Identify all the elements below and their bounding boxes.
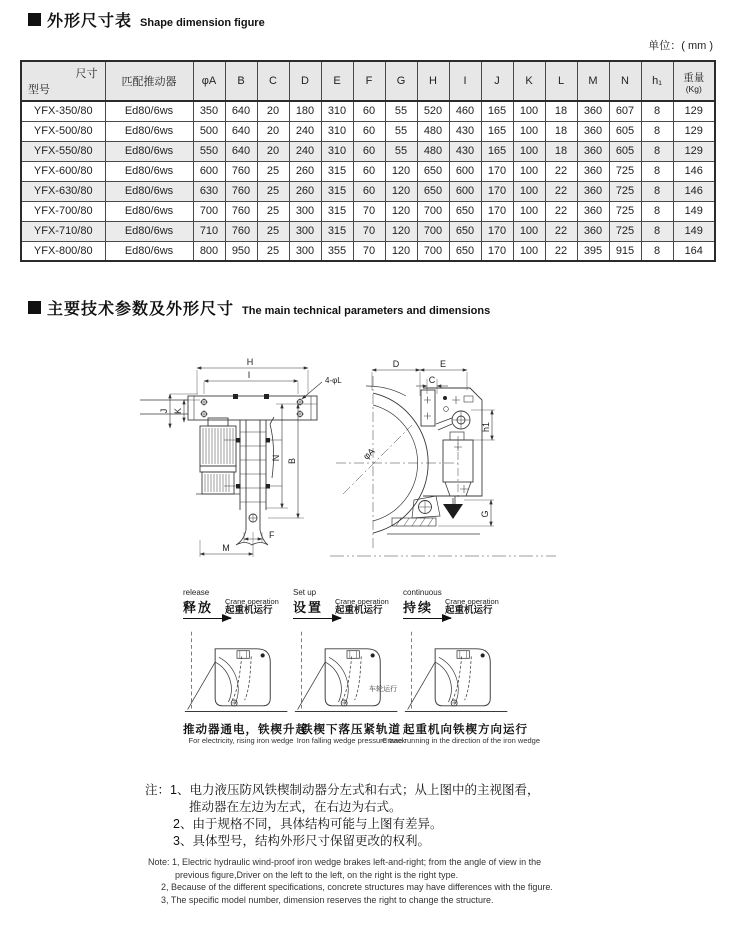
table-row [21, 201, 715, 221]
value-cell: 60 [353, 141, 385, 161]
value-cell: 55 [385, 101, 417, 121]
section-title-zh: 主要技术参数及外形尺寸 [47, 301, 235, 318]
value-cell: 60 [353, 121, 385, 141]
value-cell: 240 [289, 141, 321, 161]
model-cell: YFX-600/80 [21, 161, 105, 181]
model-cell: YFX-630/80 [21, 181, 105, 201]
section-title-en: Shape dimension figure [140, 17, 265, 29]
value-cell: 550 [193, 141, 225, 161]
value-cell: 650 [449, 201, 481, 221]
value-cell: 70 [353, 221, 385, 241]
value-cell: 20 [257, 141, 289, 161]
value-cell: 20 [257, 101, 289, 121]
dim-header: φA [193, 61, 225, 101]
state-label-en: Set up [293, 588, 317, 597]
value-cell: 129 [673, 141, 715, 161]
value-cell: 700 [417, 221, 449, 241]
value-cell: 100 [513, 101, 545, 121]
value-cell: 700 [417, 201, 449, 221]
value-cell: 146 [673, 181, 715, 201]
value-cell: 650 [417, 181, 449, 201]
direction-arrow-icon [403, 618, 451, 619]
note-line: Note: 1, Electric hydraulic wind-proof iron wedge brakes left-and-right; from the angle of view in the [148, 857, 542, 867]
value-cell: 650 [449, 241, 481, 261]
table-row [21, 101, 715, 121]
value-cell: 300 [289, 221, 321, 241]
dim-header: N [609, 61, 641, 101]
dim-header: C [257, 61, 289, 101]
value-cell: 360 [577, 161, 609, 181]
dim-label-I: I [247, 370, 251, 380]
value-cell: 129 [673, 121, 715, 141]
section-title-shape-dimension [28, 8, 265, 31]
value-cell: 100 [513, 161, 545, 181]
value-cell: 310 [321, 121, 353, 141]
value-cell: 480 [417, 141, 449, 161]
value-cell: 100 [513, 121, 545, 141]
note-line: 注：1、电力液压防风铁楔制动器分左式和右式；从上图中的主视图看， [145, 783, 540, 797]
value-cell: 760 [225, 201, 257, 221]
note-line: 3, The specific model number, dimension reserves the right to change the structure. [161, 894, 494, 905]
dim-label-E: E [439, 359, 447, 369]
caption-en: For electricity, rising iron wedge [188, 736, 294, 745]
note-line: 推动器在左边为左式，在右边为右式。 [189, 800, 402, 814]
value-cell: 100 [513, 181, 545, 201]
value-cell: 950 [225, 241, 257, 261]
value-cell: 129 [673, 101, 715, 121]
value-cell: 760 [225, 161, 257, 181]
value-cell: 25 [257, 221, 289, 241]
dim-header: G [385, 61, 417, 101]
value-cell: 25 [257, 181, 289, 201]
value-cell: 640 [225, 101, 257, 121]
value-cell: 607 [609, 101, 641, 121]
dim-label-K: K [173, 407, 183, 415]
notes-chinese [145, 782, 539, 850]
value-cell: 315 [321, 181, 353, 201]
value-cell: 120 [385, 241, 417, 261]
model-cell: YFX-700/80 [21, 201, 105, 221]
actuator-cell: Ed80/6ws [105, 201, 193, 221]
dim-label-D: D [392, 359, 400, 369]
caption-en: Crane running in the direction of the iron wedge [381, 736, 541, 745]
value-cell: 360 [577, 141, 609, 161]
value-cell: 25 [257, 201, 289, 221]
section-title-en: The main technical parameters and dimensions [242, 305, 491, 317]
value-cell: 640 [225, 141, 257, 161]
value-cell: 8 [641, 201, 673, 221]
value-cell: 146 [673, 161, 715, 181]
value-cell: 8 [641, 241, 673, 261]
value-cell: 500 [193, 121, 225, 141]
value-cell: 605 [609, 141, 641, 161]
actuator-cell: Ed80/6ws [105, 141, 193, 161]
value-cell: 240 [289, 121, 321, 141]
value-cell: 164 [673, 241, 715, 261]
state-label-en: release [183, 588, 210, 597]
value-cell: 600 [449, 181, 481, 201]
dim-label-G: G [480, 510, 490, 518]
caption-zh: 铁楔下落压紧轨道 [301, 724, 401, 736]
value-cell: 760 [225, 181, 257, 201]
dim-label-h1: h1 [481, 421, 491, 433]
value-cell: 310 [321, 101, 353, 121]
state-label-en: continuous [403, 588, 442, 597]
sequence-diagram-continuous [369, 588, 541, 756]
value-cell: 430 [449, 121, 481, 141]
value-cell: 120 [385, 161, 417, 181]
value-cell: 70 [353, 241, 385, 261]
table-row [21, 161, 715, 181]
wedge-brake-sketch [403, 626, 511, 721]
dim-label-J: J [159, 408, 169, 414]
dim-label-M: M [222, 543, 230, 553]
left-side-view [140, 394, 317, 545]
state-label-zh: 释放 [183, 600, 214, 615]
actuator-cell: Ed80/6ws [105, 121, 193, 141]
value-cell: 18 [545, 121, 577, 141]
direction-arrow-icon [183, 618, 231, 619]
value-cell: 710 [193, 221, 225, 241]
black-square-icon [28, 13, 41, 26]
value-cell: 725 [609, 161, 641, 181]
value-cell: 915 [609, 241, 641, 261]
note-line: 2, Because of the different specifications, concrete structures may have differences with the figure. [161, 882, 553, 892]
wedge-brake-sketch [293, 626, 401, 721]
value-cell: 8 [641, 221, 673, 241]
value-cell: 100 [513, 221, 545, 241]
dim-header: L [545, 61, 577, 101]
value-cell: 120 [385, 201, 417, 221]
value-cell: 360 [577, 181, 609, 201]
unit-label: 单位：( mm ) [648, 40, 713, 52]
right-view-labels [361, 359, 491, 518]
value-cell: 700 [193, 201, 225, 221]
actuator-cell: Ed80/6ws [105, 241, 193, 261]
table-row [21, 221, 715, 241]
dim-header: J [481, 61, 513, 101]
dim-header: H [417, 61, 449, 101]
state-label-zh: 设置 [293, 600, 324, 615]
dim-header: h₁ [641, 61, 673, 101]
state-label-zh: 持续 [403, 600, 434, 615]
model-cell: YFX-550/80 [21, 141, 105, 161]
value-cell: 315 [321, 221, 353, 241]
value-cell: 300 [289, 201, 321, 221]
dim-label-F: F [269, 530, 275, 540]
value-cell: 480 [417, 121, 449, 141]
value-cell: 170 [481, 161, 513, 181]
crane-operation-label: Crane operation 起重机运行 [335, 597, 389, 616]
value-cell: 8 [641, 161, 673, 181]
table-header-row [21, 61, 715, 101]
section-title-zh: 外形尺寸表 [47, 13, 133, 30]
wedge-brake-sketch [183, 626, 291, 721]
value-cell: 360 [577, 121, 609, 141]
dim-header: I [449, 61, 481, 101]
right-view-dimension-lines [372, 370, 495, 526]
value-cell: 355 [321, 241, 353, 261]
dimension-figure-drawing [140, 348, 560, 586]
value-cell: 22 [545, 221, 577, 241]
dim-label-phiA: φA [361, 446, 377, 462]
value-cell: 640 [225, 121, 257, 141]
corner-bottom-label: 型号 [28, 84, 50, 96]
note-line: 3、具体型号，结构外形尺寸保留更改的权利。 [173, 834, 430, 848]
actuator-header: 匹配推动器 [105, 61, 193, 101]
black-square-icon [28, 301, 41, 314]
dim-label-holes: 4-φL [325, 376, 342, 385]
value-cell: 25 [257, 161, 289, 181]
value-cell: 260 [289, 181, 321, 201]
value-cell: 100 [513, 241, 545, 261]
weight-header: 重量 (Kg) [673, 61, 715, 101]
value-cell: 725 [609, 201, 641, 221]
value-cell: 170 [481, 201, 513, 221]
dim-header: B [225, 61, 257, 101]
notes-english [148, 856, 553, 906]
crane-operation-label: Crane operation 起重机运行 [445, 597, 499, 616]
value-cell: 149 [673, 221, 715, 241]
value-cell: 170 [481, 181, 513, 201]
value-cell: 300 [289, 241, 321, 261]
value-cell: 18 [545, 101, 577, 121]
value-cell: 760 [225, 221, 257, 241]
dim-label-B: B [287, 457, 297, 465]
table-row [21, 141, 715, 161]
value-cell: 8 [641, 181, 673, 201]
corner-top-label: 尺寸 [75, 68, 98, 80]
value-cell: 315 [321, 161, 353, 181]
value-cell: 170 [481, 241, 513, 261]
value-cell: 8 [641, 141, 673, 161]
value-cell: 60 [353, 161, 385, 181]
value-cell: 8 [641, 101, 673, 121]
value-cell: 165 [481, 141, 513, 161]
crane-operation-label: Crane operation 起重机运行 [225, 597, 279, 616]
value-cell: 149 [673, 201, 715, 221]
value-cell: 395 [577, 241, 609, 261]
value-cell: 520 [417, 101, 449, 121]
note-line: 2、由于规格不同，具体结构可能与上图有差异。 [173, 817, 443, 831]
value-cell: 630 [193, 181, 225, 201]
dim-header: F [353, 61, 385, 101]
value-cell: 650 [417, 161, 449, 181]
actuator-cell: Ed80/6ws [105, 161, 193, 181]
note-line: previous figure,Driver on the left to the left, on the right is the right type. [175, 869, 459, 880]
model-cell: YFX-710/80 [21, 221, 105, 241]
value-cell: 55 [385, 121, 417, 141]
model-cell: YFX-800/80 [21, 241, 105, 261]
dim-label-N: N [271, 454, 281, 462]
value-cell: 18 [545, 141, 577, 161]
value-cell: 600 [193, 161, 225, 181]
value-cell: 22 [545, 161, 577, 181]
value-cell: 360 [577, 101, 609, 121]
value-cell: 360 [577, 201, 609, 221]
value-cell: 310 [321, 141, 353, 161]
wheel-running-label: 车轮运行 [369, 686, 397, 693]
value-cell: 180 [289, 101, 321, 121]
value-cell: 700 [417, 241, 449, 261]
caption-zh: 起重机向铁楔方向运行 [403, 724, 528, 736]
actuator-cell: Ed80/6ws [105, 101, 193, 121]
sequence-diagram-setup [293, 588, 409, 756]
value-cell: 650 [449, 221, 481, 241]
dim-label-C: C [428, 375, 436, 385]
value-cell: 20 [257, 121, 289, 141]
value-cell: 60 [353, 181, 385, 201]
value-cell: 60 [353, 101, 385, 121]
value-cell: 350 [193, 101, 225, 121]
shape-dimension-table [20, 60, 716, 262]
value-cell: 70 [353, 201, 385, 221]
value-cell: 120 [385, 181, 417, 201]
value-cell: 100 [513, 141, 545, 161]
value-cell: 165 [481, 101, 513, 121]
table-body [21, 101, 715, 261]
left-view-labels [159, 357, 342, 553]
dim-header: D [289, 61, 321, 101]
value-cell: 605 [609, 121, 641, 141]
value-cell: 460 [449, 101, 481, 121]
value-cell: 22 [545, 201, 577, 221]
value-cell: 8 [641, 121, 673, 141]
model-cell: YFX-500/80 [21, 121, 105, 141]
value-cell: 600 [449, 161, 481, 181]
value-cell: 100 [513, 201, 545, 221]
value-cell: 25 [257, 241, 289, 261]
section-title-main-parameters [28, 296, 490, 319]
dim-label-H: H [246, 357, 254, 367]
value-cell: 22 [545, 241, 577, 261]
value-cell: 800 [193, 241, 225, 261]
caption-zh: 推动器通电，铁楔升起 [183, 724, 308, 736]
corner-header-cell [21, 61, 105, 101]
value-cell: 165 [481, 121, 513, 141]
value-cell: 55 [385, 141, 417, 161]
value-cell: 315 [321, 201, 353, 221]
actuator-cell: Ed80/6ws [105, 181, 193, 201]
value-cell: 260 [289, 161, 321, 181]
value-cell: 430 [449, 141, 481, 161]
value-cell: 725 [609, 221, 641, 241]
right-front-view [330, 376, 556, 556]
value-cell: 725 [609, 181, 641, 201]
value-cell: 170 [481, 221, 513, 241]
table-row [21, 121, 715, 141]
value-cell: 120 [385, 221, 417, 241]
value-cell: 22 [545, 181, 577, 201]
model-cell: YFX-350/80 [21, 101, 105, 121]
caption-en: Iron falling wedge pressure track [296, 736, 406, 745]
dim-header: M [577, 61, 609, 101]
table-row [21, 181, 715, 201]
table-row [21, 241, 715, 261]
dim-header: K [513, 61, 545, 101]
actuator-cell: Ed80/6ws [105, 221, 193, 241]
value-cell: 360 [577, 221, 609, 241]
dim-header: E [321, 61, 353, 101]
direction-arrow-icon [293, 618, 341, 619]
